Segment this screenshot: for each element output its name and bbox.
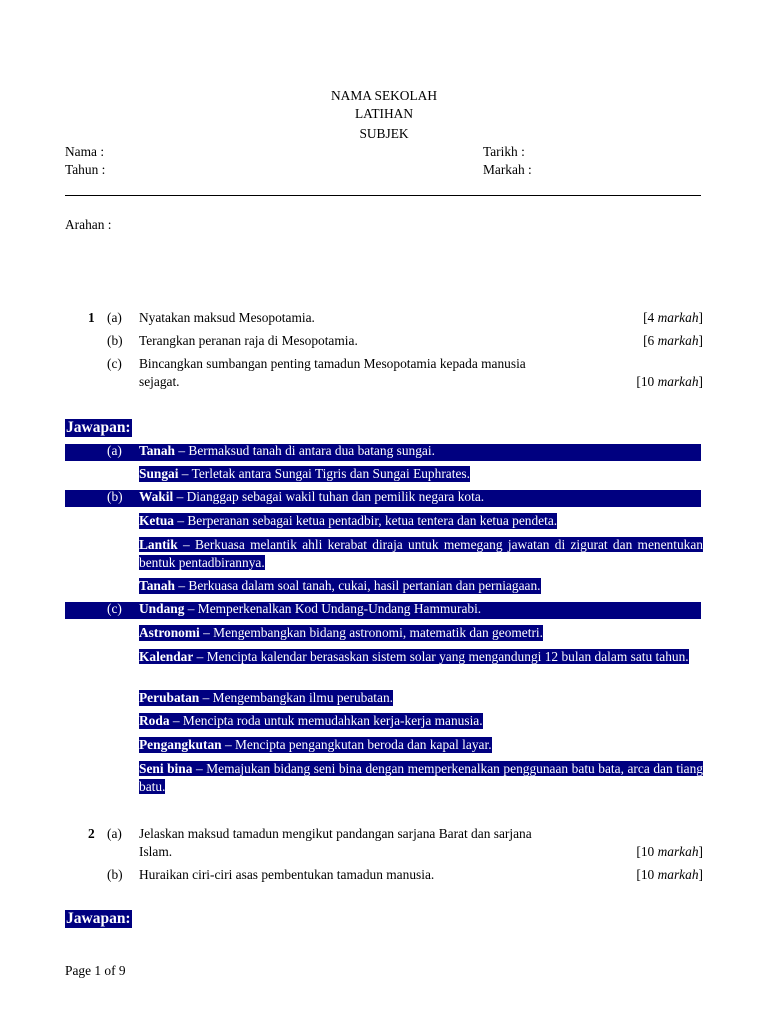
q2-part-a-text-line1: Jelaskan maksud tamadun mengikut pandangan sarjana Barat dan sarjana bbox=[139, 826, 532, 841]
answer-item: Astronomi – Mengembangkan bidang astronomi, matematik dan geometri. bbox=[139, 625, 543, 640]
nama-label: Nama : bbox=[65, 144, 105, 159]
tarikh-label: Tarikh : bbox=[483, 144, 525, 159]
answer-a-label: (a) bbox=[107, 443, 122, 458]
q2-part-a-mark: [10 markah] bbox=[636, 844, 703, 859]
answer-item: Ketua – Berperanan sebagai ketua pentadbir, ketua tentera dan ketua pendeta. bbox=[139, 513, 558, 528]
answer-heading-1: Jawapan: bbox=[66, 419, 131, 436]
answer-item: Pengangkutan – Mencipta pengangkutan beroda dan kapal layar. bbox=[139, 737, 492, 752]
answer-item: Kalendar – Mencipta kalendar berasaskan sistem solar yang mengandungi 12 bulan dalam satu tahun. bbox=[139, 649, 689, 664]
answer-item: Wakil – Dianggap sebagai wakil tuhan dan pemilik negara kota. bbox=[139, 489, 485, 504]
q1-part-c-label: (c) bbox=[107, 356, 122, 371]
subject-title: SUBJEK bbox=[359, 126, 409, 141]
arahan-label: Arahan : bbox=[65, 217, 112, 232]
answer-item: Seni bina – Memajukan bidang seni bina dengan memperkenalkan penggunaan batu bata, arca dan tiang batu. bbox=[139, 761, 703, 794]
q2-part-b-text: Huraikan ciri-ciri asas pembentukan tamadun manusia. bbox=[139, 867, 435, 882]
school-name: NAMA SEKOLAH bbox=[330, 88, 437, 103]
answer-item: Sungai – Terletak antara Sungai Tigris dan Sungai Euphrates. bbox=[139, 466, 470, 481]
question-1-number: 1 bbox=[88, 310, 95, 325]
answer-item: Roda – Mencipta roda untuk memudahkan kerja-kerja manusia. bbox=[139, 713, 483, 728]
answer-item: Tanah – Berkuasa dalam soal tanah, cukai, hasil pertanian dan perniagaan. bbox=[139, 578, 541, 593]
q1-part-b-mark: [6 markah] bbox=[643, 333, 703, 348]
q1-part-c-text-line2: sejagat. bbox=[139, 374, 180, 389]
q1-part-c-mark: [10 markah] bbox=[636, 374, 703, 389]
q1-part-b-text: Terangkan peranan raja di Mesopotamia. bbox=[139, 333, 358, 348]
q1-part-a-mark: [4 markah] bbox=[643, 310, 703, 325]
answer-item: Tanah – Bermaksud tanah di antara dua batang sungai. bbox=[139, 443, 435, 458]
markah-label: Markah : bbox=[483, 162, 532, 177]
answer-item: Lantik – Berkuasa melantik ahli kerabat diraja untuk memegang jawatan di zigurat dan menentukan bentuk pentadbirannya. bbox=[139, 537, 703, 570]
exercise-title: LATIHAN bbox=[354, 106, 413, 121]
q2-part-a-label: (a) bbox=[107, 826, 122, 841]
question-2-number: 2 bbox=[88, 826, 95, 841]
q2-part-b-label: (b) bbox=[107, 867, 123, 882]
answer-heading-2: Jawapan: bbox=[66, 910, 131, 927]
q1-part-c-text-line1: Bincangkan sumbangan penting tamadun Mesopotamia kepada manusia bbox=[139, 356, 526, 371]
q1-part-a-text: Nyatakan maksud Mesopotamia. bbox=[139, 310, 315, 325]
page-number: Page 1 of 9 bbox=[65, 963, 126, 978]
answer-c-label: (c) bbox=[107, 601, 122, 616]
answer-item: Undang – Memperkenalkan Kod Undang-Undang Hammurabi. bbox=[139, 601, 482, 616]
q2-part-b-mark: [10 markah] bbox=[636, 867, 703, 882]
q2-part-a-text-line2: Islam. bbox=[139, 844, 173, 859]
q1-part-b-label: (b) bbox=[107, 333, 123, 348]
header-divider bbox=[65, 195, 701, 196]
answer-item: Perubatan – Mengembangkan ilmu perubatan. bbox=[139, 690, 394, 705]
tahun-label: Tahun : bbox=[65, 162, 106, 177]
q1-part-a-label: (a) bbox=[107, 310, 122, 325]
answer-b-label: (b) bbox=[107, 489, 123, 504]
